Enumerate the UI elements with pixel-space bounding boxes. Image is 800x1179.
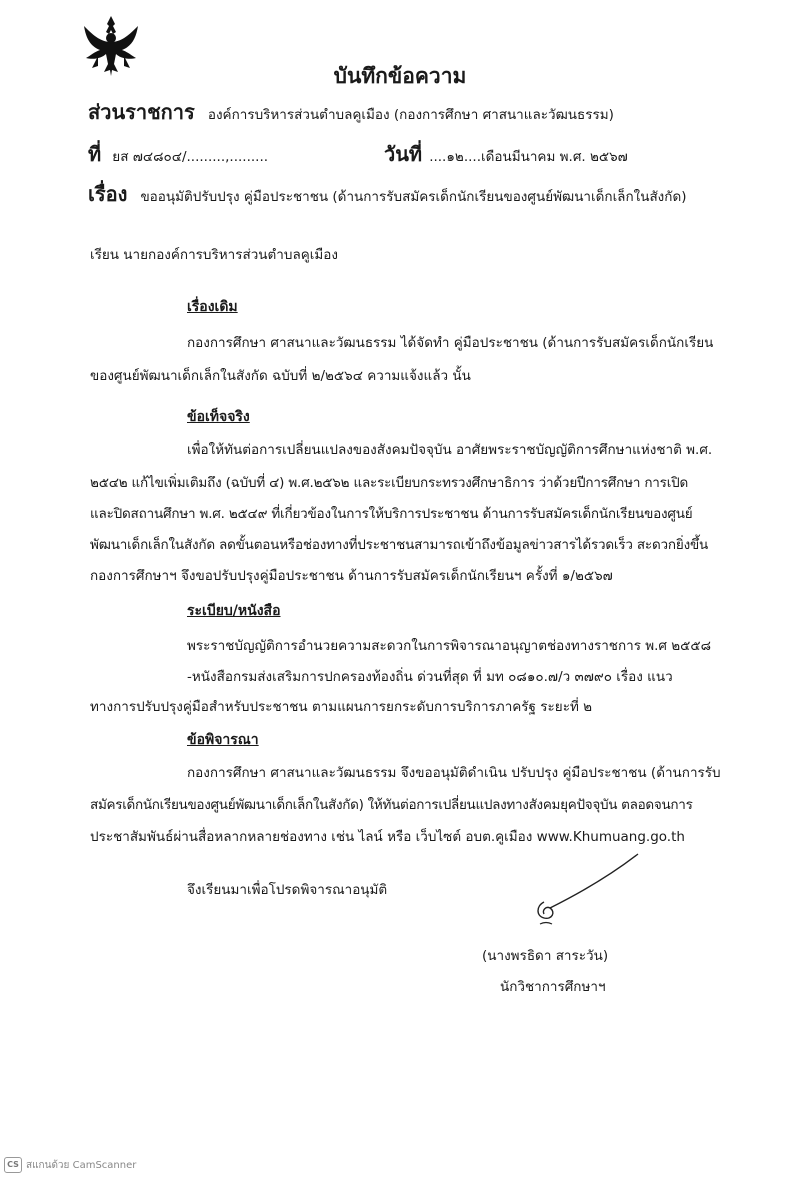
facts-line-5: กองการศึกษาฯ จึงขอปรับปรุงคู่มือประชาชน ด้านการรับสมัครเด็กนักเรียนฯ ครั้งที่ ๑/๒๕๖๗: [90, 568, 613, 584]
regulations-line-3: ทางการปรับปรุงคู่มือสำหรับประชาชน ตามแผนการยกระดับการบริการภาครัฐ ระยะที่ ๒: [90, 699, 593, 715]
section-heading-regulations: ระเบียบ/หนังสือ: [187, 603, 281, 619]
agency-value: องค์การบริหารส่วนตำบลคูเมือง (กองการศึกษา ศาสนาและวัฒนธรรม): [207, 107, 614, 123]
facts-line-1: เพื่อให้ทันต่อการเปลี่ยนแปลงของสังคมปัจจุบัน อาศัยพระราชบัญญัติการศึกษาแห่งชาติ พ.ศ.: [187, 442, 713, 458]
agency-row: [88, 96, 614, 128]
reference-label: ที่: [88, 142, 102, 166]
reference-value: ยส ๗๔๘๐๔/.........,.........: [112, 149, 269, 165]
section-heading-facts: ข้อเท็จจริง: [187, 409, 250, 425]
consideration-line-3: ประชาสัมพันธ์ผ่านสื่อหลากหลายช่องทาง เช่น ไลน์ หรือ เว็บไซต์ อบต.คูเมือง www.Khumuang.go.th: [90, 829, 685, 845]
facts-line-2: ๒๕๔๒ แก้ไขเพิ่มเติมถึง (ฉบับที่ ๔) พ.ศ.๒๕๖๒ และระเบียบกระทรวงศึกษาธิการ ว่าด้วยปีการศึกษา การเปิด: [90, 475, 689, 491]
background-line-2: ของศูนย์พัฒนาเด็กเล็กในสังกัด ฉบับที่ ๒/๒๕๖๔ ความแจ้งแล้ว นั้น: [90, 368, 471, 384]
facts-line-4: พัฒนาเด็กเล็กในสังกัด ลดขั้นตอนหรือช่องทางที่ประชาชนสามารถเข้าถึงข้อมูลข่าวสารได้รวดเร็ว สะดวกยิ่งขึ้น: [90, 537, 709, 553]
signer-position: นักวิชาการศึกษาฯ: [500, 979, 606, 995]
signer-name: (นางพรธิดา สาระวัน): [482, 948, 609, 964]
camscanner-icon: CS: [4, 1157, 22, 1173]
regulations-line-1: พระราชบัญญัติการอำนวยความสะดวกในการพิจารณาอนุญาตช่องทางราชการ พ.ศ ๒๕๕๘: [187, 638, 712, 654]
signature-icon: [530, 850, 640, 930]
camscanner-text: สแกนด้วย CamScanner: [26, 1159, 137, 1171]
salutation: เรียน นายกองค์การบริหารส่วนตำบลคูเมือง: [90, 247, 338, 263]
subject-value: ขออนุมัติปรับปรุง คู่มือประชาชน (ด้านการรับสมัครเด็กนักเรียนของศูนย์พัฒนาเด็กเล็กในสังกัด): [140, 189, 687, 205]
reference-row: [88, 138, 268, 170]
date-label: วันที่: [384, 142, 423, 166]
subject-row: [88, 178, 687, 210]
date-value: ....๑๒....เดือนมีนาคม พ.ศ. ๒๕๖๗: [429, 149, 628, 165]
document-title: บันทึกข้อความ: [333, 64, 467, 88]
subject-label: เรื่อง: [88, 182, 128, 206]
section-heading-consideration: ข้อพิจารณา: [187, 732, 259, 748]
regulations-line-2: -หนังสือกรมส่งเสริมการปกครองท้องถิ่น ด่วนที่สุด ที่ มท ๐๘๑๐.๗/ว ๓๗๙๐ เรื่อง แนว: [187, 669, 673, 685]
facts-line-3: และปิดสถานศึกษา พ.ศ. ๒๕๔๙ ที่เกี่ยวข้องในการให้บริการประชาชน ด้านการรับสมัครเด็กนักเรียนของศูนย์: [90, 506, 693, 522]
camscanner-watermark: [4, 1157, 136, 1173]
closing-text: จึงเรียนมาเพื่อโปรดพิจารณาอนุมัติ: [187, 882, 388, 898]
date-row: [384, 138, 628, 170]
section-heading-background: เรื่องเดิม: [187, 299, 238, 315]
consideration-line-1: กองการศึกษา ศาสนาและวัฒนธรรม จึงขออนุมัติดำเนิน ปรับปรุง คู่มือประชาชน (ด้านการรับ: [187, 765, 721, 781]
agency-label: ส่วนราชการ: [88, 100, 195, 124]
background-line-1: กองการศึกษา ศาสนาและวัฒนธรรม ได้จัดทำ คู่มือประชาชน (ด้านการรับสมัครเด็กนักเรียน: [187, 335, 714, 351]
consideration-line-2: สมัครเด็กนักเรียนของศูนย์พัฒนาเด็กเล็กในสังกัด) ให้ทันต่อการเปลี่ยนแปลงทางสังคมยุคปัจจุบัน ตลอดจนการ: [90, 797, 693, 813]
